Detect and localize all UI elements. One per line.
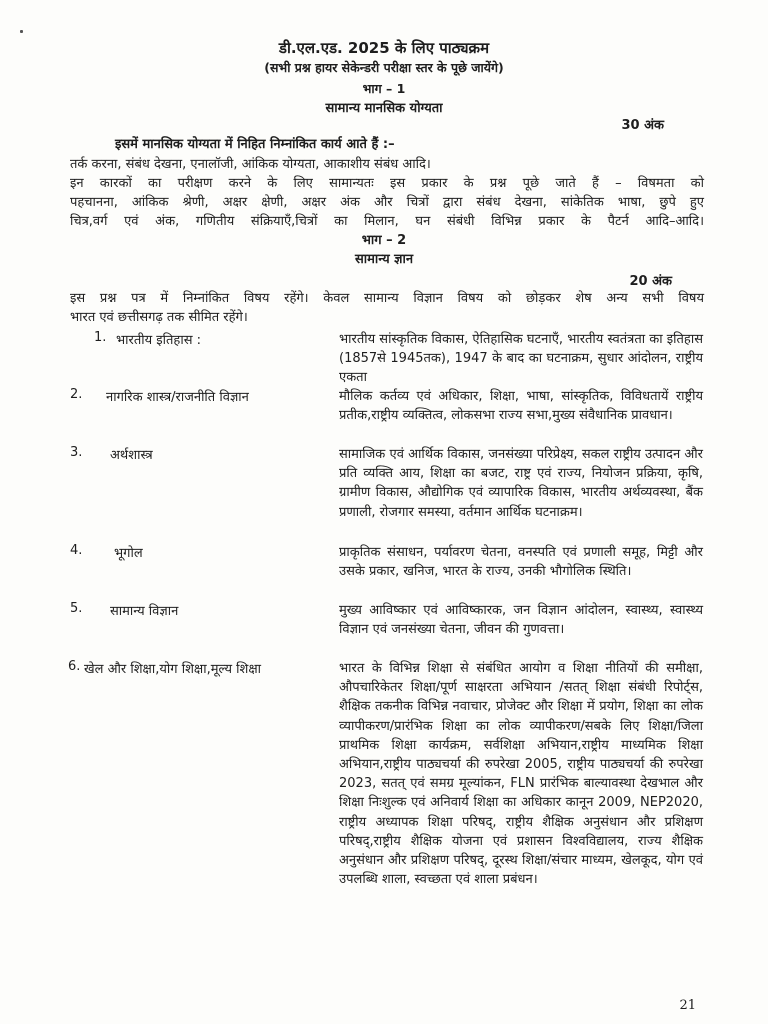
subject-number: 6. bbox=[68, 659, 81, 674]
part1-para2-line: पहचानना, आंकिक श्रेणी, अक्षर क्षेणी, अक्षर अंक और चित्रों द्वारा संबंध देखना, सांकेतिक भाषा, छुपे हुए bbox=[70, 195, 704, 210]
part2-intro-line: इस प्रश्न पत्र में निम्नांकित विषय रहेंगे। केवल सामान्य विज्ञान विषय को छोड़कर शेष अन्य सभी विषय bbox=[70, 291, 704, 306]
part1-para2-line: इन कारकों का परीक्षण करने के लिए सामान्यतः इस प्रकार के प्रश्न पूछे जाते हैं – विषमता को bbox=[70, 176, 704, 191]
subject-number: 1. bbox=[94, 330, 107, 345]
subject-description: भारत के विभिन्न शिक्षा से संबंधित आयोग व शिक्षा नीतियों की समीक्षा, औपचारिकेतर शिक्षा/पूर्ण साक्षरता अभियान /सतत् शिक्षा संबंधी रिपोर्ट्स, शैक्षिक तकनीक विभिन्न नवाचार, प्रोजेक्ट और शिक्षा में प्रयोग, शिक्षा का लोक व्यापीकरण/प्रारंभिक शिक्षा का लोक व्यापीकरण/सबके लिए शिक्षा/जिला प्राथमिक शिक्षा कार्यक्रम, सर्वशिक्षा अभियान,राष्ट्रीय माध्यमिक शिक्षा अभियान,राष्ट्रीय पाठ्यचर्या की रुपरेखा 2005, राष्ट्रीय पाठ्यचर्या की रुपरेखा 2023, सतत् एवं समग्र मूल्यांकन, FLN प्रारंभिक बाल्यावस्था देखभाल और शिक्षा निःशुल्क एवं अनिवार्य शिक्षा का अधिकार कानून 2009, NEP2020, राष्ट्रीय अध्यापक शिक्षा परिषद्, राष्ट्रीय शैक्षिक अनुसंधान और प्रशिक्षण परिषद्,राष्ट्रीय शैक्षिक योजना एवं प्रशासन विश्वविद्यालय, राज्य शैक्षिक अनुसंधान और प्रशिक्षण परिषद्, दूरस्थ शिक्षा/संचार माध्यम, खेलकूद, योग एवं उपलब्धि शाला, स्वच्छता एवं शाला प्रबंधन। bbox=[339, 661, 703, 888]
part1-para1: तर्क करना, संबंध देखना, एनालॉजी, आंकिक योग्यता, आकाशीय संबंध आदि। bbox=[70, 157, 431, 172]
part2-marks: 20 अंक bbox=[629, 274, 672, 289]
part1-intro: इसमें मानसिक योग्यता में निहित निम्नांकित कार्य आते हैं :– bbox=[115, 137, 395, 152]
subject-name: नागरिक शास्त्र/राजनीति विज्ञान bbox=[106, 390, 249, 405]
subject-description: मौलिक कर्तव्य एवं अधिकार, शिक्षा, भाषा, सांस्कृतिक, विविधतायें राष्ट्रीय प्रतीक,राष्ट्रीय व्यक्तित्व, लोकसभा राज्य सभा,मुख्य संवैधानिक प्रावधान। bbox=[339, 389, 703, 424]
part2-label: भाग – 2 bbox=[361, 233, 407, 248]
subject-description: भारतीय सांस्कृतिक विकास, ऐतिहासिक घटनाएँ, भारतीय स्वतंत्रता का इतिहास (1857से 1945तक), 1947 के बाद का घटनाक्रम, सुधार आंदोलन, राष्ट्रीय एकता bbox=[339, 332, 703, 386]
subject-name: अर्थशास्त्र bbox=[110, 448, 153, 463]
part2-heading: सामान्य ज्ञान bbox=[354, 252, 414, 267]
subject-description: प्राकृतिक संसाधन, पर्यावरण चेतना, वनस्पति एवं प्रणाली समूह, मिट्टी और उसके प्रकार, खनिज, भारत के राज्य, उनकी भौगोलिक स्थिति। bbox=[339, 545, 703, 580]
scan-speck bbox=[20, 30, 23, 33]
part2-intro bbox=[70, 289, 704, 327]
part1-marks: 30 अंक bbox=[621, 118, 664, 133]
part1-heading: सामान्य मानसिक योग्यता bbox=[325, 101, 443, 116]
subject-name: खेल और शिक्षा,योग शिक्षा,मूल्य शिक्षा bbox=[84, 662, 262, 677]
subject-number: 5. bbox=[70, 601, 83, 616]
subject-name: सामान्य विज्ञान bbox=[110, 604, 179, 619]
subject-number: 2. bbox=[70, 387, 83, 402]
subject-description: मुख्य आविष्कार एवं आविष्कारक, जन विज्ञान आंदोलन, स्वास्थ्य, स्वास्थ्य विज्ञान एवं जनसंख्या चेतना, जीवन की गुणवत्ता। bbox=[339, 603, 703, 638]
page-number: 21 bbox=[679, 998, 696, 1013]
part1-para2 bbox=[70, 174, 704, 231]
subject-description: सामाजिक एवं आर्थिक विकास, जनसंख्या परिप्रेक्ष्य, सकल राष्ट्रीय उत्पादन और प्रति व्यक्ति आय, शिक्षा का बजट, राष्ट्र एवं राज्य, नियोजन प्रक्रिया, कृषि, ग्रामीण विकास, औद्योगिक एवं व्यापारिक विकास, भारतीय अर्थव्यवस्था, बैंक प्रणाली, रोजगार समस्या, वर्तमान आर्थिक घटनाक्रम। bbox=[339, 447, 703, 520]
part2-intro-line: भारत एवं छत्तीसगढ़ तक सीमित रहेंगे। bbox=[70, 310, 248, 325]
subject-name: भारतीय इतिहास : bbox=[116, 333, 202, 348]
subject-number: 4. bbox=[70, 543, 83, 558]
page-title: डी.एल.एड. 2025 के लिए पाठ्यक्रम bbox=[278, 39, 490, 57]
page-subtitle: (सभी प्रश्न हायर सेकेन्डरी परीक्षा स्तर के पूछे जायेंगे) bbox=[264, 60, 504, 75]
subject-number: 3. bbox=[70, 445, 83, 460]
subject-name: भूगोल bbox=[114, 546, 143, 561]
part1-label: भाग – 1 bbox=[362, 81, 406, 96]
part1-para2-line: चित्र,वर्ग एवं अंक, गणितीय संक्रियाएँ,चित्रों का मिलान, घन संबंधी विभिन्न प्रकार के पैटर्न आदि–आदि। bbox=[70, 214, 704, 229]
